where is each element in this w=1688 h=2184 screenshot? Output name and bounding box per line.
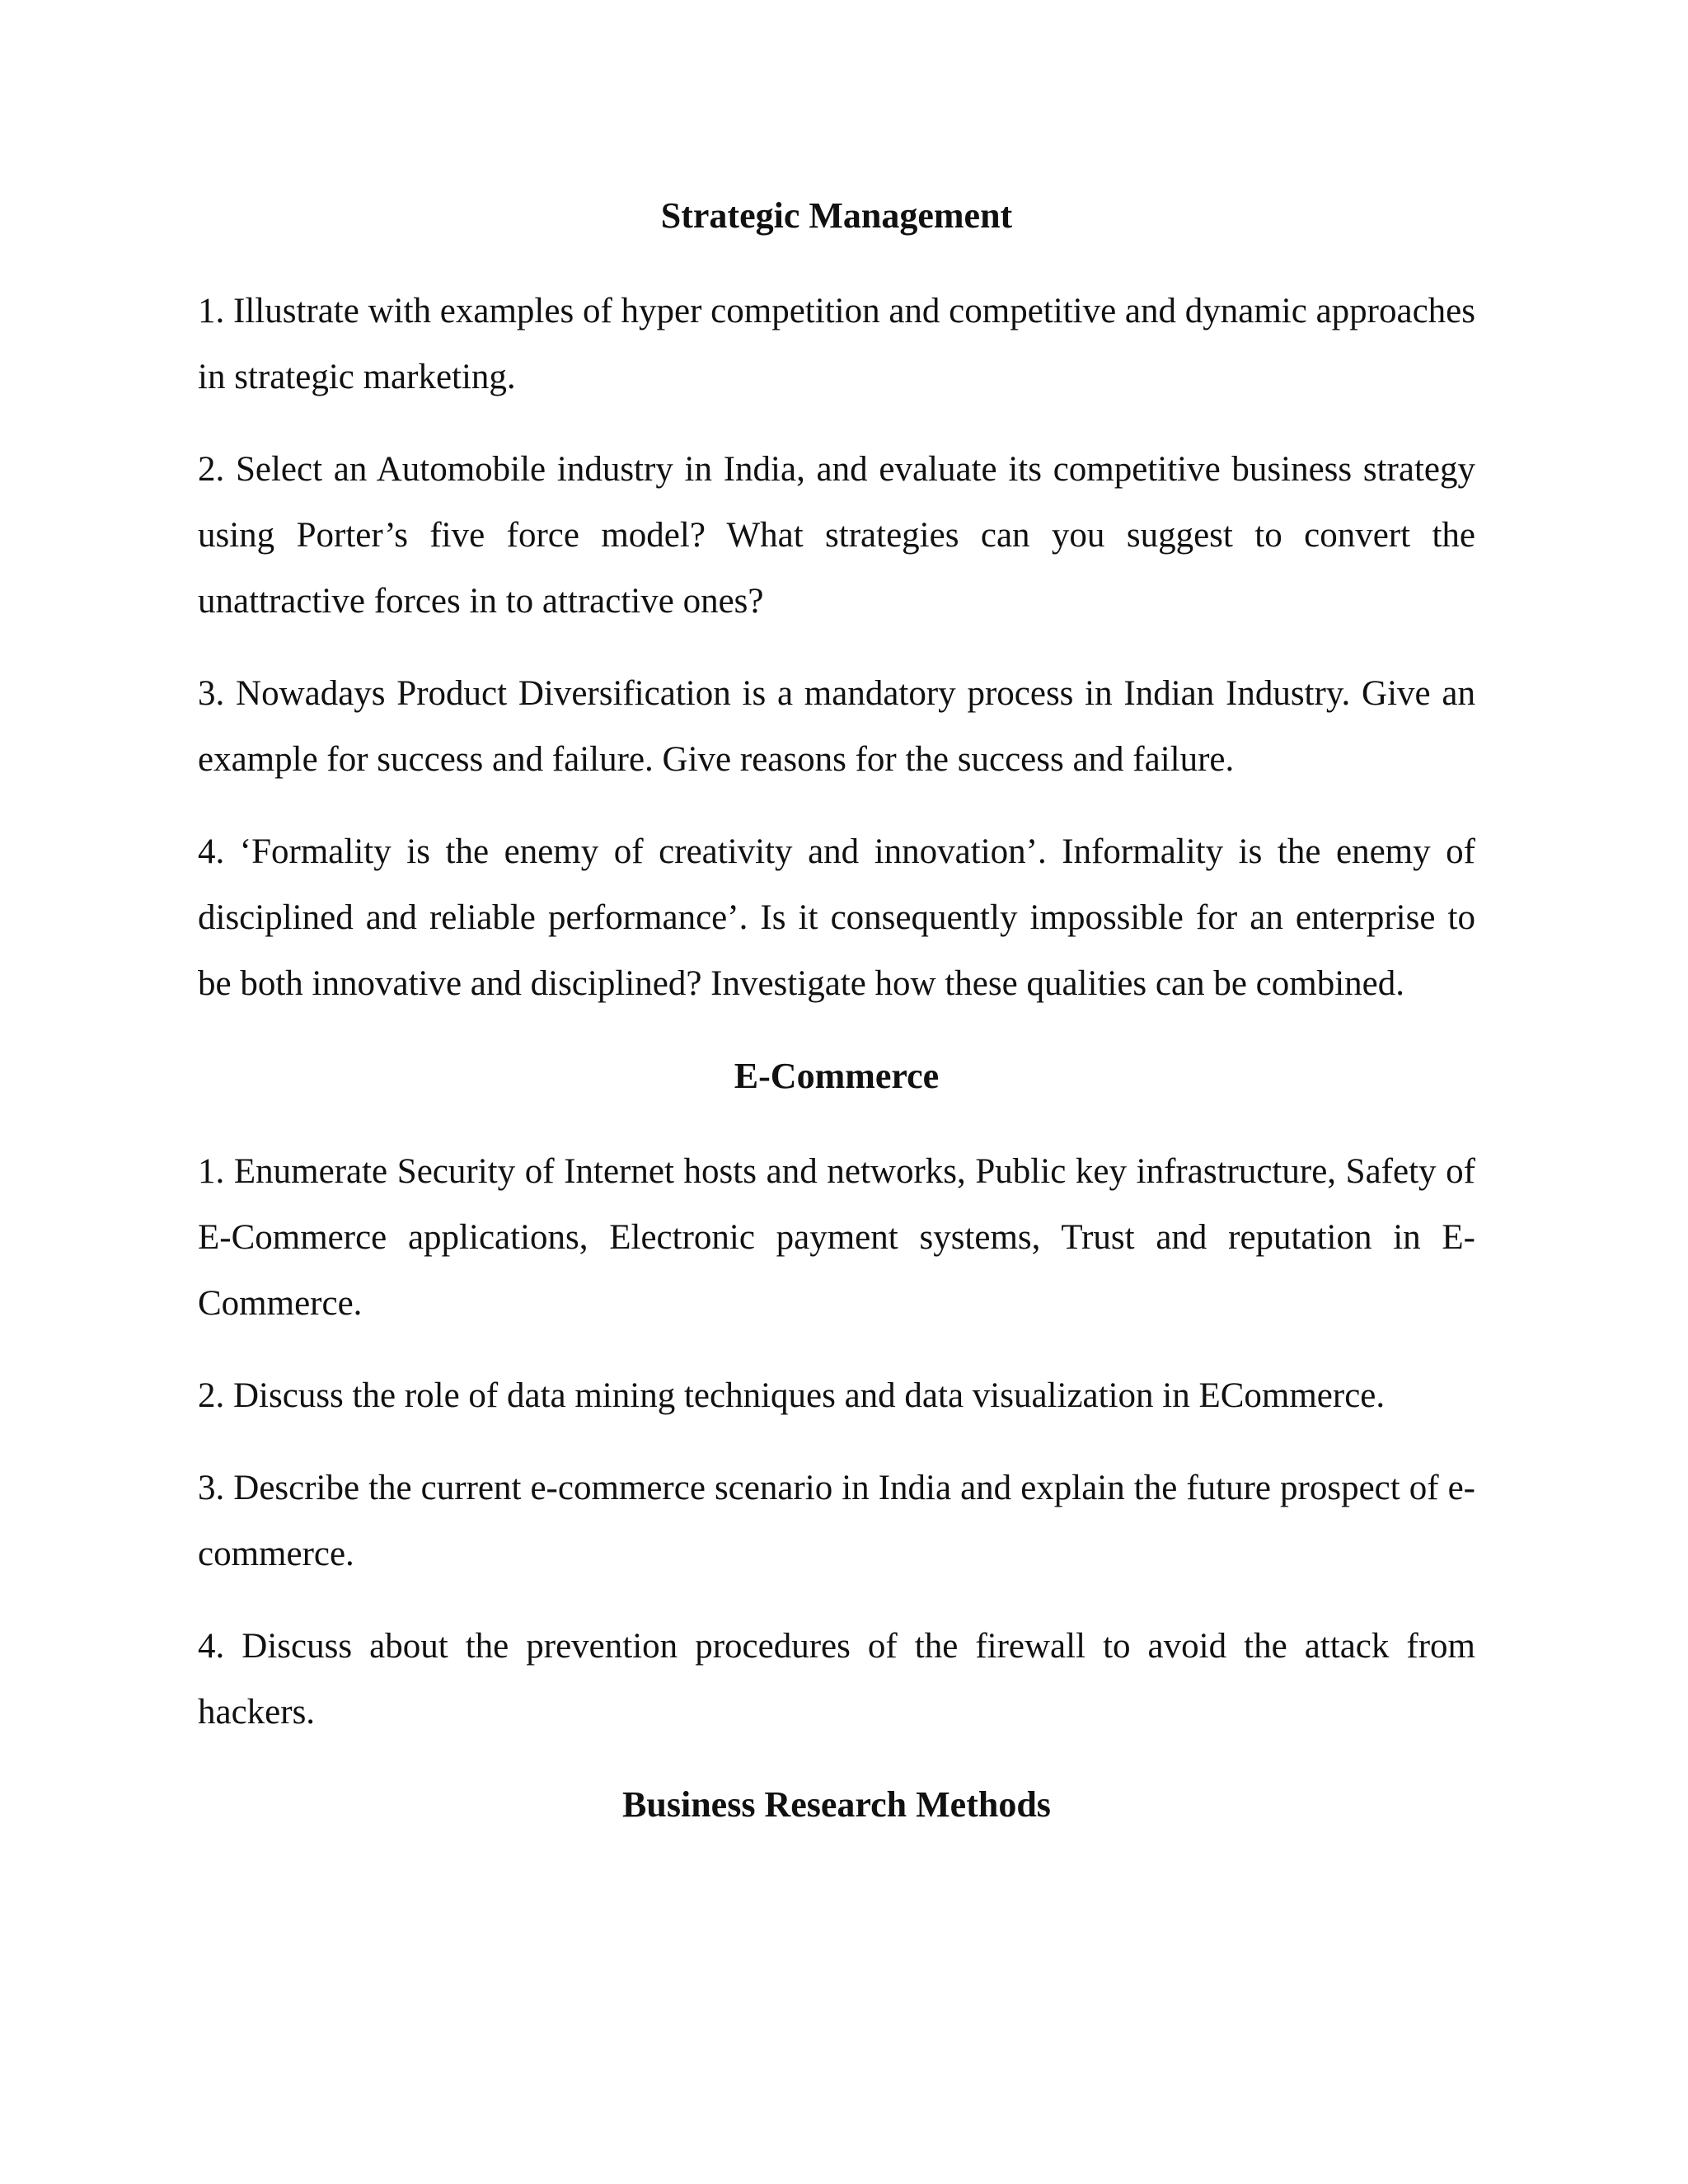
section-heading-strategic-management: Strategic Management xyxy=(660,195,1013,236)
question-item: 4. ‘Formality is the enemy of creativity and innovation’. Informality is the enemy of disciplined and reliable performance’. Is it consequently impossible for an enterprise to be both innovative and disciplined? Investigate how these qualities can be combined. xyxy=(198,832,1475,1003)
question-item: 1. Enumerate Security of Internet hosts and networks, Public key infrastructure, Safety of E-Commerce applications, Electronic payment systems, Trust and reputation in E-Commerce. xyxy=(198,1152,1475,1323)
question-item: 1. Illustrate with examples of hyper competition and competitive and dynamic approaches in strategic marketing. xyxy=(198,292,1475,396)
question-item: 3. Nowadays Product Diversification is a mandatory process in Indian Industry. Give an example for success and failure. Give reasons for the success and failure. xyxy=(198,674,1475,779)
section-heading-business-research-methods: Business Research Methods xyxy=(622,1784,1051,1825)
question-item: 2. Select an Automobile industry in India, and evaluate its competitive business strategy using Porter’s five force model? What strategies can you suggest to convert the unattractive forces in to attractive ones? xyxy=(198,450,1475,621)
question-item: 3. Describe the current e-commerce scenario in India and explain the future prospect of e-commerce. xyxy=(198,1469,1475,1573)
section-heading-e-commerce: E-Commerce xyxy=(734,1056,940,1096)
question-item: 4. Discuss about the prevention procedures of the firewall to avoid the attack from hackers. xyxy=(198,1627,1475,1732)
question-item: 2. Discuss the role of data mining techniques and data visualization in ECommerce. xyxy=(198,1376,1386,1415)
document-page xyxy=(198,190,1475,1831)
